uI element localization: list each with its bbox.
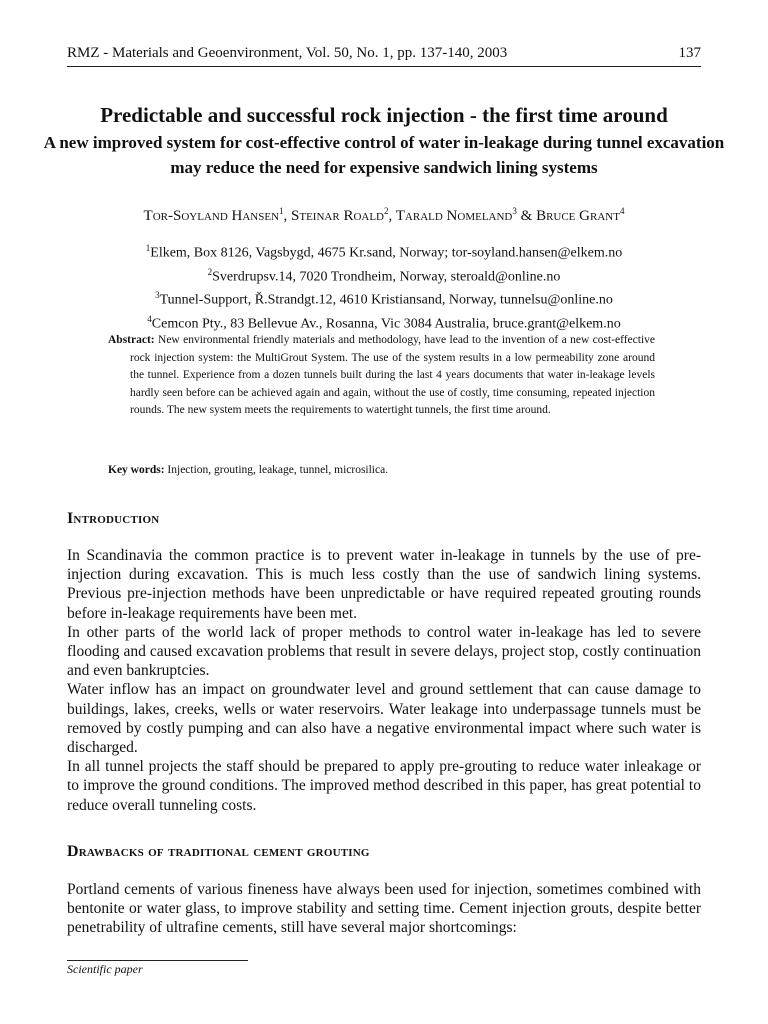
author-name: Bruce Grant [536,208,620,224]
paragraph: In all tunnel projects the staff should be prepared to apply pre-grouting to reduce water inleakage or to improve the ground conditions. The improved method described in this paper, has great potential to reduce overall tunneling costs. [67,758,701,814]
author-name: Steinar Roald [291,208,385,224]
author-separator: , [283,208,292,224]
author-list [40,201,728,226]
drawbacks-body [67,880,701,938]
author-affiliation-mark: 1 [279,206,284,216]
author-affiliation-mark: 2 [384,206,389,216]
abstract-label: Abstract: [108,334,155,346]
author-affiliation-mark: 3 [512,206,517,216]
affiliation-line [40,286,728,310]
author-separator: , [388,208,396,224]
paper-subtitle: A new improved system for cost-effective control of water in-leakage during tunnel excavation may reduce the need for expensive sandwich lining systems [43,133,725,177]
footer-rule [67,960,248,961]
introduction-body [67,546,701,815]
affiliation-text: Cemcon Pty., 83 Bellevue Av., Rosanna, Vic 3084 Australia, bruce.grant@elkem.no [151,316,621,332]
author-separator: & [516,208,537,224]
paragraph: In Scandinavia the common practice is to prevent water in-leakage in tunnels by the use of pre-injection during excavation. This is much less costly than the use of sandwich lining systems. Previous pre-injection methods have been unpredictable or have required repeated grouting rounds before in-leakage requirements have been met. [67,547,701,622]
page-number: 137 [678,45,701,61]
affiliation-mark: 3 [155,290,160,301]
affiliation-text: Elkem, Box 8126, Vagsbygd, 4675 Kr.sand, Norway; tor-soyland.hansen@elkem.no [150,245,623,261]
author-name: Tarald Nomeland [395,208,513,224]
affiliation-mark: 4 [147,313,152,324]
affiliation-text: Tunnel-Support, Ř.Strandgt.12, 4610 Kristiansand, Norway, tunnelsu@online.no [159,292,613,308]
affiliation-line [40,239,728,263]
abstract-text: New environmental friendly materials and methodology, have lead to the invention of a new cost-effective rock injection system: the MultiGrout System. The use of the system results in a low permeability zone around the tunnel. Experience from a dozen tunnels built during the last 4 years documents that water in-leakage levels hardly seen before can be achieved again and again, without the use of costly, time consuming, repeated injection rounds. The new system meets the requirements to watertight tunnels, the first time around. [130,334,655,417]
paragraph: Water inflow has an impact on groundwater level and ground settlement that can cause damage to buildings, lakes, creeks, wells or water reservoirs. Water leakage into underpassage tunnels must be removed by costly pumping and can also have a negative environmental impact where such water is discharged. [67,681,701,757]
header-rule [67,66,701,67]
keywords [108,462,633,479]
abstract [108,332,655,420]
author-affiliation-mark: 4 [619,206,625,216]
keywords-label: Key words: [108,464,165,476]
affiliation-mark: 1 [145,243,151,253]
paper-type-note: Scientific paper [67,962,143,976]
paragraph: Portland cements of various fineness have always been used for injection, sometimes combined with bentonite or water glass, to improve stability and setting time. Cement injection grouts, despite better penetrability of ultrafine cements, still have several major shortcomings: [67,881,701,937]
affiliation-list [40,239,728,334]
running-head [67,44,701,62]
section-heading-drawbacks: Drawbacks of traditional cement grouting [67,843,370,860]
section-heading-introduction: Introduction [67,510,160,527]
affiliation-mark: 2 [207,266,213,277]
keywords-text: Injection, grouting, leakage, tunnel, microsilica. [167,464,389,476]
affiliation-line [40,310,728,334]
paragraph: In other parts of the world lack of proper methods to control water in-leakage has led to severe flooding and caused excavation problems that result in severe delays, project stop, costly continuation and even bankruptcies. [67,623,701,680]
journal-citation: RMZ - Materials and Geoenvironment, Vol. 50, No. 1, pp. 137-140, 2003 [67,45,508,61]
affiliation-line [40,263,728,287]
author-name: Tor-Soyland Hansen [143,208,280,224]
paper-title: Predictable and successful rock injection - the first time around [100,103,668,127]
affiliation-text: Sverdrupsv.14, 7020 Trondheim, Norway, steroald@online.no [212,269,561,285]
